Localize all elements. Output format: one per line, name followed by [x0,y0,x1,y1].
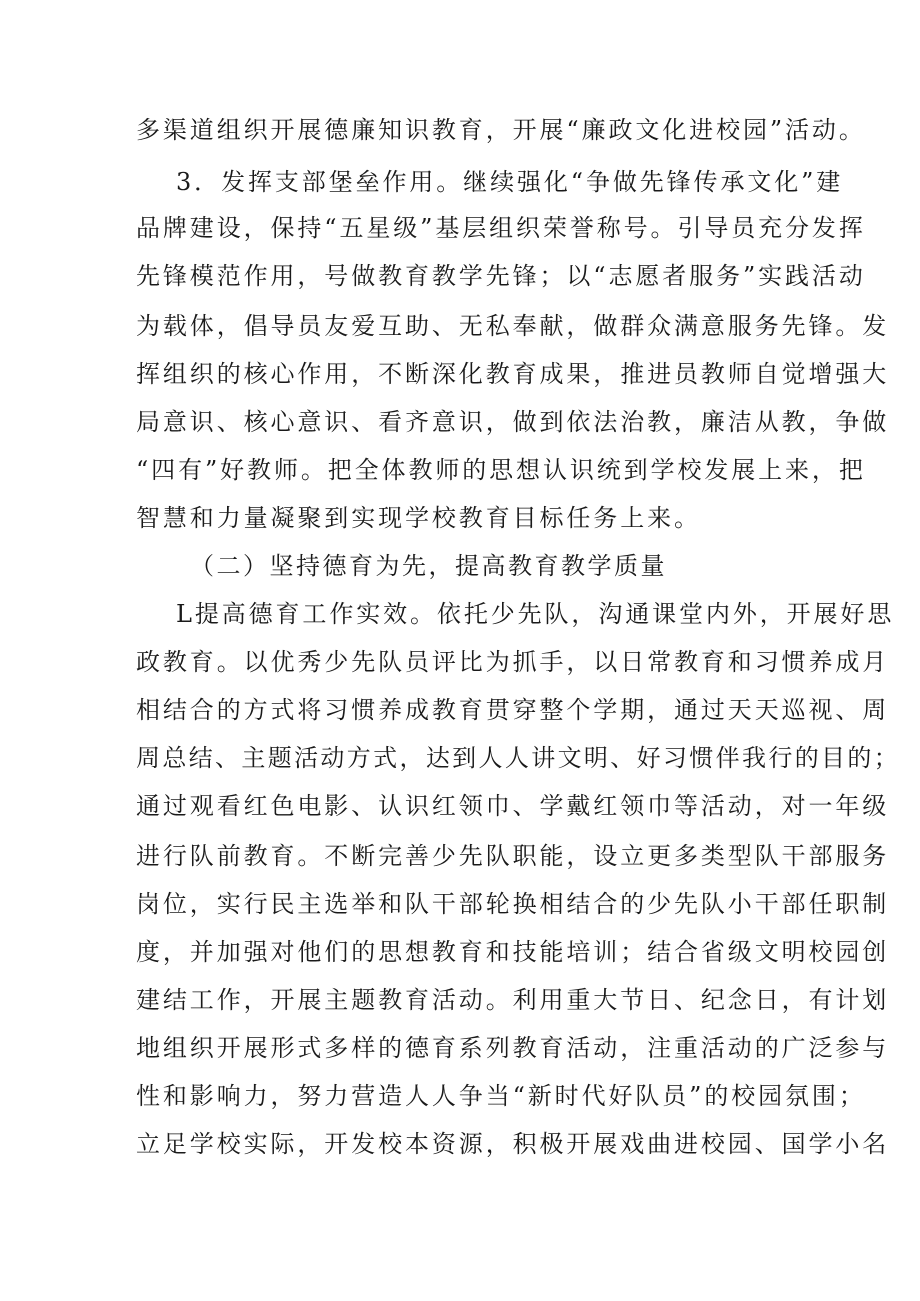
text-line: “四有”好教师。把全体教师的思想认识统到学校发展上来，把 [136,456,866,484]
text-line: 多渠道组织开展德廉知识教育，开展“廉政文化进校园”活动。 [136,116,866,144]
text-line: 地组织开展形式多样的德育系列教育活动，注重活动的广泛参与 [136,1034,890,1062]
text-line: 挥组织的核心作用，不断深化教育成果，推进员教师自觉增强大 [136,360,890,388]
text-line: 为载体，倡导员友爱互助、无私奉献，做群众满意服务先锋。发 [136,312,890,340]
text-line: 岗位，实行民主选举和队干部轮换相结合的少先队小干部任职制 [136,890,890,918]
text-line: L提高德育工作实效。依托少先队，沟通课堂内外，开展好思 [176,600,895,628]
text-line: 进行队前教育。不断完善少先队职能，设立更多类型队干部服务 [136,842,890,870]
text-line: 相结合的方式将习惯养成教育贯穿整个学期，通过天天巡视、周 [136,696,890,724]
text-line: 品牌建设，保持“五星级”基层组织荣誉称号。引导员充分发挥 [136,214,866,242]
text-line: 度，并加强对他们的思想教育和技能培训；结合省级文明校园创 [136,938,890,966]
text-line: 局意识、核心意识、看齐意识，做到依法治教，廉洁从教，争做 [136,408,890,436]
text-line: 性和影响力，努力营造人人争当“新时代好队员”的校园氛围； [136,1082,866,1110]
text-line: 周总结、主题活动方式，达到人人讲文明、好习惯伴我行的目的； [136,744,901,772]
text-line: 先锋模范作用，号做教育教学先锋；以“志愿者服务”实践活动 [136,262,866,290]
text-line: 建结工作，开展主题教育活动。利用重大节日、纪念日，有计划 [136,986,890,1014]
text-line: 立足学校实际，开发校本资源，积极开展戏曲进校园、国学小名 [136,1130,890,1158]
text-line: 智慧和力量凝聚到实现学校教育目标任务上来。 [136,504,701,532]
text-line: 政教育。以优秀少先队员评比为抓手，以日常教育和习惯养成月 [136,648,890,676]
text-line: 通过观看红色电影、认识红领巾、学戴红领巾等活动，对一年级 [136,792,890,820]
section-heading: （二）坚持德育为先，提高教育教学质量 [190,552,667,580]
text-line: 3．发挥支部堡垒作用。继续强化“争做先锋传承文化”建 [176,168,844,196]
